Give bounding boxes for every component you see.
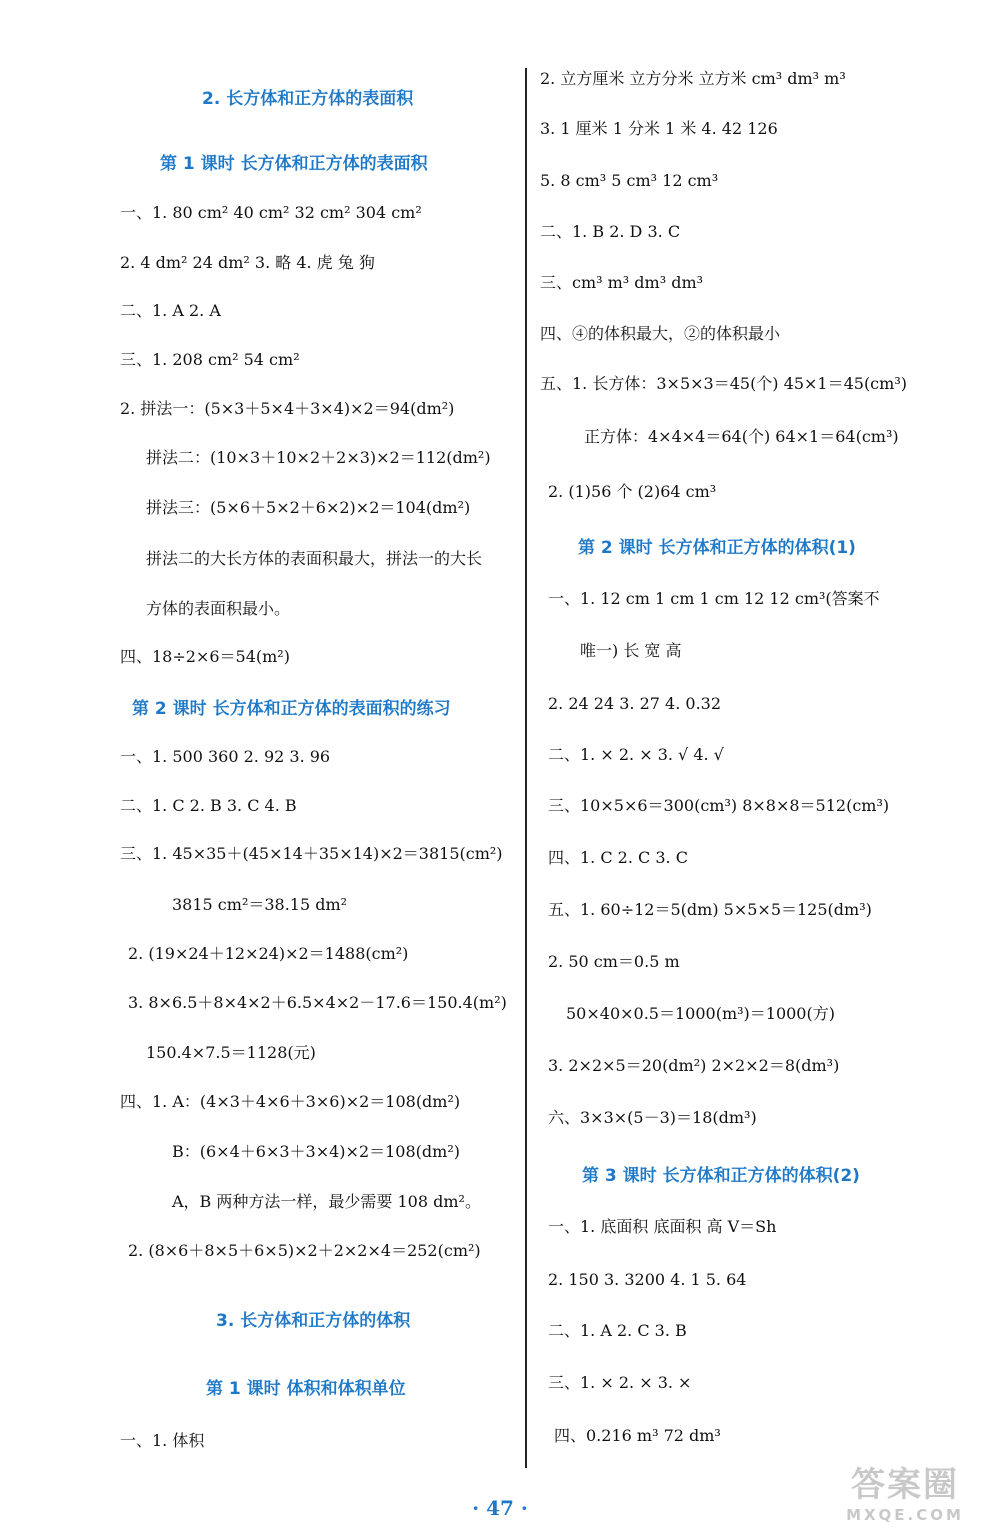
answer-line: 一、1. 500 360 2. 92 3. 96 bbox=[120, 747, 331, 766]
answer-line: 5. 8 cm³ 5 cm³ 12 cm³ bbox=[540, 171, 719, 190]
answer-line: 2. 4 dm² 24 dm² 3. 略 4. 虎 兔 狗 bbox=[120, 253, 375, 272]
lesson-title: 第 2 课时 长方体和正方体的体积(1) bbox=[578, 538, 856, 558]
answer-line: 拼法二的大长方体的表面积最大，拼法一的大长 bbox=[146, 549, 483, 568]
answer-line: 六、3×3×(5－3)＝18(dm³) bbox=[548, 1108, 757, 1127]
answer-line: 3. 2×2×5＝20(dm²) 2×2×2＝8(dm³) bbox=[548, 1056, 840, 1075]
answer-line: 唯一) 长 宽 高 bbox=[580, 641, 682, 660]
answer-line: 2. 150 3. 3200 4. 1 5. 64 bbox=[548, 1270, 747, 1289]
watermark-logo: 答案圈 bbox=[851, 1465, 959, 1505]
answer-line: 3. 1 厘米 1 分米 1 米 4. 42 126 bbox=[540, 119, 778, 138]
answer-line: 2. (8×6＋8×5＋6×5)×2＋2×2×4＝252(cm²) bbox=[128, 1241, 481, 1260]
answer-line: 二、1. A 2. C 3. B bbox=[548, 1321, 687, 1340]
answer-line: 方体的表面积最小。 bbox=[146, 599, 291, 618]
answer-line: 三、1. 208 cm² 54 cm² bbox=[120, 350, 300, 369]
section-title: 3. 长方体和正方体的体积 bbox=[216, 1311, 411, 1331]
answer-line: 二、1. × 2. × 3. √ 4. √ bbox=[548, 745, 724, 764]
page-number-dot: · bbox=[513, 1496, 528, 1520]
answer-line: 2. (19×24＋12×24)×2＝1488(cm²) bbox=[128, 944, 409, 963]
answer-line: 四、18÷2×6＝54(m²) bbox=[120, 647, 290, 666]
answer-line: 一、1. 底面积 底面积 高 V＝Sh bbox=[548, 1217, 777, 1236]
answer-line: A，B 两种方法一样，最少需要 108 dm²。 bbox=[172, 1192, 481, 1211]
answer-line: 四、1. C 2. C 3. C bbox=[548, 848, 688, 867]
answer-line: 一、1. 体积 bbox=[120, 1431, 205, 1450]
answer-line: 四、0.216 m³ 72 dm³ bbox=[554, 1426, 721, 1445]
answer-line: 四、1. A：(4×3＋4×6＋3×6)×2＝108(dm²) bbox=[120, 1092, 461, 1111]
answer-line: 一、1. 80 cm² 40 cm² 32 cm² 304 cm² bbox=[120, 203, 422, 222]
answer-line: 2. 拼法一：(5×3＋5×4＋3×4)×2＝94(dm²) bbox=[120, 399, 455, 418]
answer-line: 3. 8×6.5＋8×4×2＋6.5×4×2－17.6＝150.4(m²) bbox=[128, 993, 507, 1012]
section-title: 2. 长方体和正方体的表面积 bbox=[202, 89, 414, 109]
answer-line: 3815 cm²＝38.15 dm² bbox=[172, 895, 348, 914]
answer-line: 三、1. × 2. × 3. × bbox=[548, 1373, 692, 1392]
answer-line: 二、1. A 2. A bbox=[120, 301, 221, 320]
answer-line: 2. 50 cm＝0.5 m bbox=[548, 952, 680, 971]
answer-line: 拼法二：(10×3＋10×2＋2×3)×2＝112(dm²) bbox=[146, 448, 491, 467]
answer-line: 四、④的体积最大，②的体积最小 bbox=[540, 324, 781, 343]
lesson-title: 第 3 课时 长方体和正方体的体积(2) bbox=[582, 1166, 860, 1186]
answer-line: 五、1. 长方体：3×5×3＝45(个) 45×1＝45(cm³) bbox=[540, 374, 907, 393]
answer-line: 50×40×0.5＝1000(m³)＝1000(方) bbox=[566, 1004, 835, 1023]
answer-line: 五、1. 60÷12＝5(dm) 5×5×5＝125(dm³) bbox=[548, 900, 872, 919]
answer-line: B：(6×4＋6×3＋3×4)×2＝108(dm²) bbox=[172, 1142, 460, 1161]
watermark bbox=[830, 1457, 980, 1524]
answer-line: 三、cm³ m³ dm³ dm³ bbox=[540, 273, 704, 292]
answer-line: 正方体：4×4×4＝64(个) 64×1＝64(cm³) bbox=[584, 427, 899, 446]
answer-line: 二、1. C 2. B 3. C 4. B bbox=[120, 796, 297, 815]
answer-line: 拼法三：(5×6＋5×2＋6×2)×2＝104(dm²) bbox=[146, 498, 471, 517]
column-divider bbox=[525, 68, 527, 1468]
lesson-title: 第 1 课时 体积和体积单位 bbox=[206, 1379, 406, 1399]
answer-line: 二、1. B 2. D 3. C bbox=[540, 222, 681, 241]
lesson-title: 第 1 课时 长方体和正方体的表面积 bbox=[160, 154, 428, 174]
lesson-title: 第 2 课时 长方体和正方体的表面积的练习 bbox=[132, 699, 451, 719]
answer-line: 三、1. 45×35＋(45×14＋35×14)×2＝3815(cm²) bbox=[120, 844, 503, 863]
answer-line: 一、1. 12 cm 1 cm 1 cm 12 12 cm³(答案不 bbox=[548, 589, 880, 608]
page-number-dot: · bbox=[472, 1496, 487, 1520]
watermark-url: MXQE.COM bbox=[846, 1506, 964, 1524]
answer-line: 三、10×5×6＝300(cm³) 8×8×8＝512(cm³) bbox=[548, 796, 890, 815]
page-number-value: 47 bbox=[486, 1496, 514, 1520]
answer-line: 150.4×7.5＝1128(元) bbox=[146, 1043, 316, 1062]
answer-line: 2. 24 24 3. 27 4. 0.32 bbox=[548, 694, 722, 713]
answer-line: 2. 立方厘米 立方分米 立方米 cm³ dm³ m³ bbox=[540, 69, 846, 88]
answer-line: 2. (1)56 个 (2)64 cm³ bbox=[548, 482, 717, 501]
